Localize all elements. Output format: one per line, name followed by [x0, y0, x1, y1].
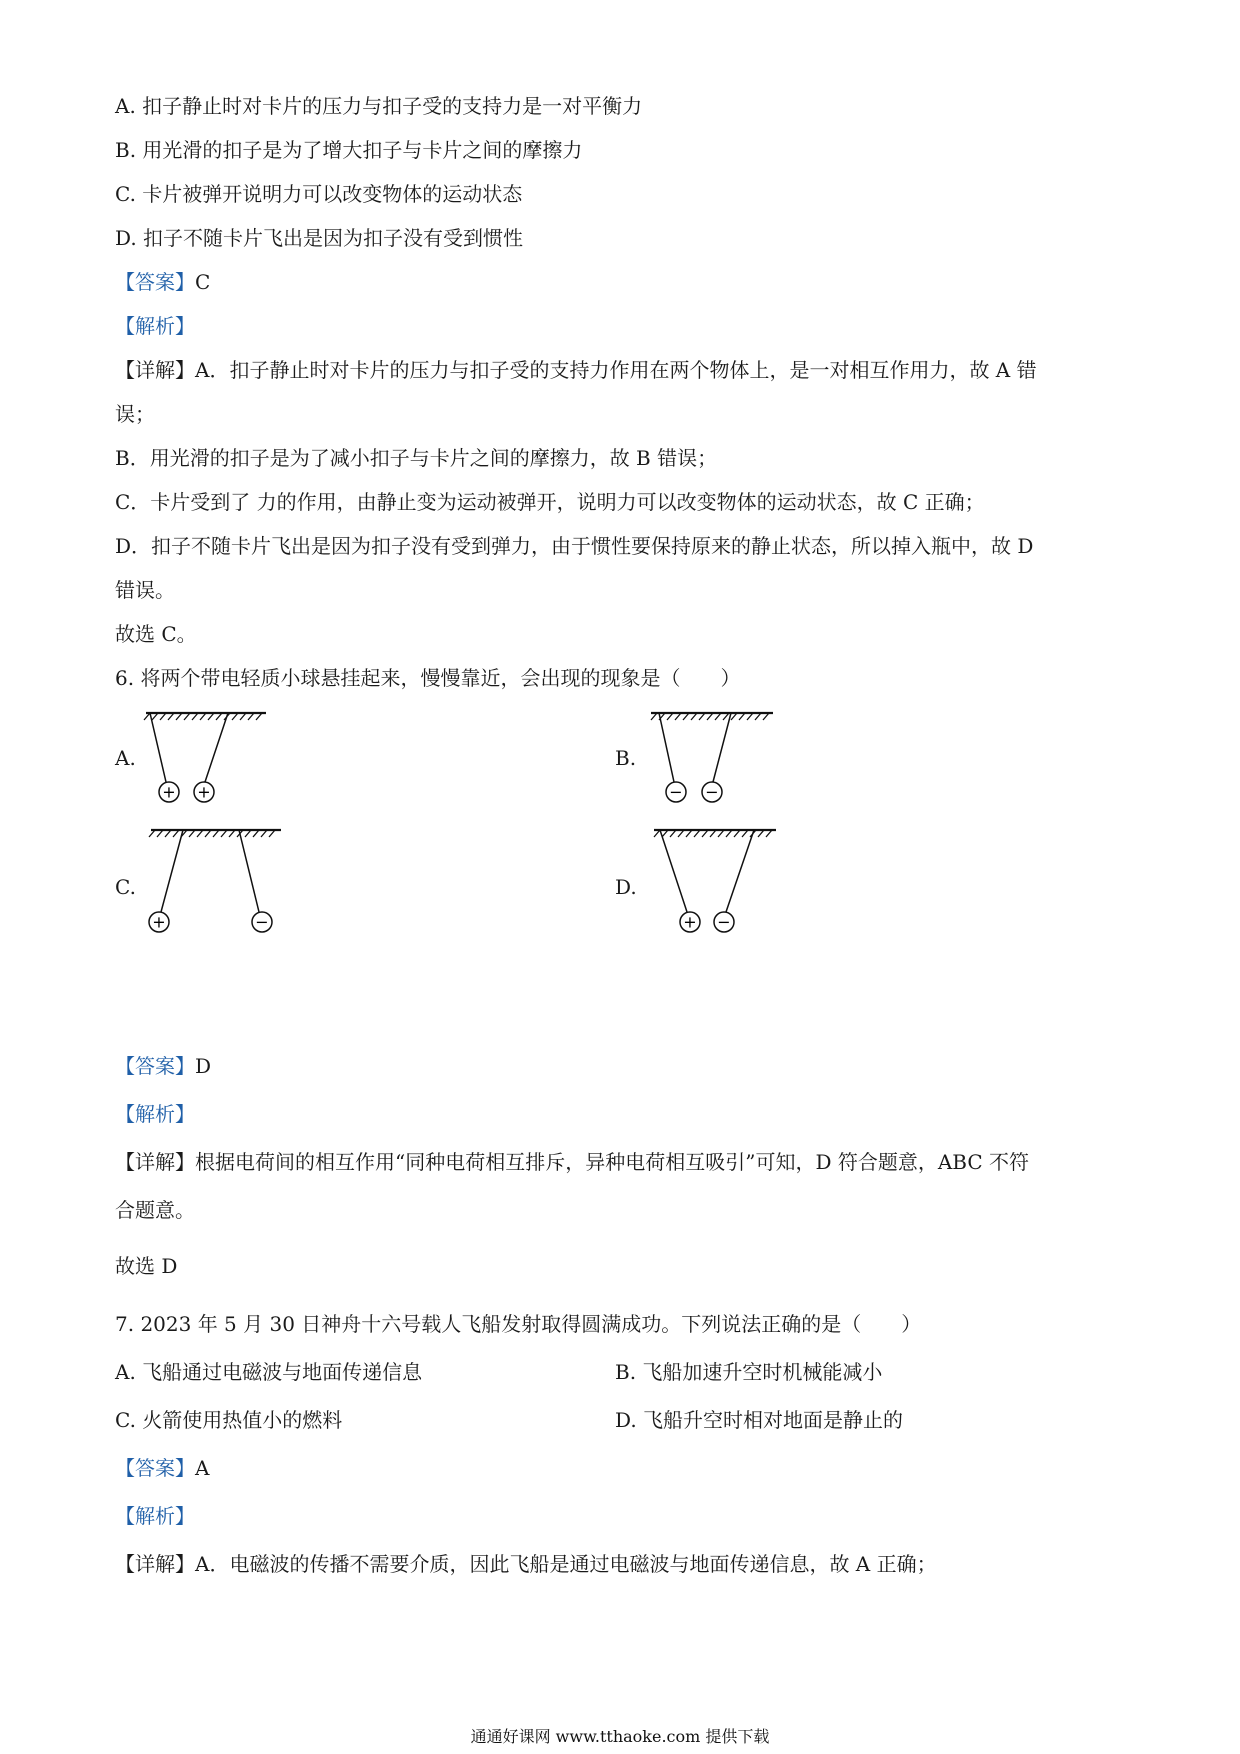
q6-diagram-a — [140, 705, 270, 805]
q7-option-c: C. 火箭使用热值小的燃料 — [115, 1408, 343, 1432]
q6-stem: 6. 将两个带电轻质小球悬挂起来，慢慢靠近，会出现的现象是（ ） — [115, 666, 741, 690]
q6-label-b: B. — [615, 746, 637, 770]
charge-d1: + — [683, 912, 697, 932]
charge-b1: − — [669, 782, 683, 802]
detail-text: A．扣子静止时对卡片的压力与扣子受的支持力作用在两个物体上，是一对相互作用力，故 A 错 — [195, 358, 1037, 382]
answer-tag: 【答案】 — [115, 1054, 195, 1078]
answer-tag: 【答案】 — [115, 270, 195, 294]
q7-option-b: B. 飞船加速升空时机械能减小 — [615, 1360, 883, 1384]
q6-label-a: A. — [115, 746, 136, 770]
q5-option-a: A. 扣子静止时对卡片的压力与扣子受的支持力是一对平衡力 — [115, 94, 643, 118]
analysis-tag: 【解析】 — [115, 314, 195, 338]
q5-detail-line-2: 误； — [115, 402, 155, 426]
charge-d2: − — [717, 912, 731, 932]
q7-stem: 7. 2023 年 5 月 30 日神舟十六号载人飞船发射取得圆满成功。下列说法正确的是（ ） — [115, 1312, 922, 1336]
q6-conclusion: 故选 D — [115, 1254, 178, 1278]
q5-detail-line-3: B．用光滑的扣子是为了减小扣子与卡片之间的摩擦力，故 B 错误； — [115, 446, 718, 470]
q5-detail-line-1 — [115, 356, 1037, 384]
q5-detail-line-5: D．扣子不随卡片飞出是因为扣子没有受到弹力，由于惯性要保持原来的静止状态，所以掉入瓶中，故 D — [115, 534, 1034, 558]
q5-detail-line-4: C．卡片受到了 力的作用，由静止变为运动被弹开，说明力可以改变物体的运动状态，故 C 正确； — [115, 490, 985, 514]
charge-c1: + — [152, 912, 166, 932]
q7-detail-line-1 — [115, 1550, 937, 1578]
charge-a1: + — [162, 782, 176, 802]
q6-detail-line-1 — [115, 1148, 1029, 1176]
q6-diagram-d — [650, 822, 780, 937]
detail-tag: 【详解】 — [115, 358, 195, 382]
charge-b2: − — [705, 782, 719, 802]
charge-a2: + — [197, 782, 211, 802]
q6-detail-line-2: 合题意。 — [115, 1198, 195, 1222]
q7-option-a: A. 飞船通过电磁波与地面传递信息 — [115, 1360, 423, 1384]
q5-answer — [115, 268, 210, 296]
q5-option-d: D. 扣子不随卡片飞出是因为扣子没有受到惯性 — [115, 226, 524, 250]
detail-tag: 【详解】 — [115, 1552, 195, 1576]
q7-option-d: D. 飞船升空时相对地面是静止的 — [615, 1408, 904, 1432]
detail-text: A．电磁波的传播不需要介质，因此飞船是通过电磁波与地面传递信息，故 A 正确； — [195, 1552, 937, 1576]
q5-option-b: B. 用光滑的扣子是为了增大扣子与卡片之间的摩擦力 — [115, 138, 583, 162]
answer-tag: 【答案】 — [115, 1456, 195, 1480]
q6-analysis-heading — [115, 1100, 195, 1128]
q5-conclusion: 故选 C。 — [115, 622, 197, 646]
detail-text: 根据电荷间的相互作用“同种电荷相互排斥，异种电荷相互吸引”可知，D 符合题意，ABC 不符 — [195, 1150, 1030, 1174]
answer-value: D — [195, 1054, 212, 1078]
charge-c2: − — [255, 912, 269, 932]
q6-diagram-c — [145, 822, 285, 937]
q6-answer — [115, 1052, 211, 1080]
q5-option-c: C. 卡片被弹开说明力可以改变物体的运动状态 — [115, 182, 523, 206]
q7-answer — [115, 1454, 209, 1482]
detail-tag: 【详解】 — [115, 1150, 195, 1174]
q7-analysis-heading — [115, 1502, 195, 1530]
analysis-tag: 【解析】 — [115, 1102, 195, 1126]
q5-analysis-heading — [115, 312, 195, 340]
answer-value: C — [195, 270, 211, 294]
q6-diagram-b — [647, 705, 777, 805]
q5-detail-line-6: 错误。 — [115, 578, 175, 602]
q6-label-d: D. — [615, 875, 637, 899]
page-footer: 通通好课网 www.tthaoke.com 提供下载 — [470, 1727, 770, 1746]
answer-value: A — [195, 1456, 210, 1480]
q6-label-c: C. — [115, 875, 136, 899]
analysis-tag: 【解析】 — [115, 1504, 195, 1528]
